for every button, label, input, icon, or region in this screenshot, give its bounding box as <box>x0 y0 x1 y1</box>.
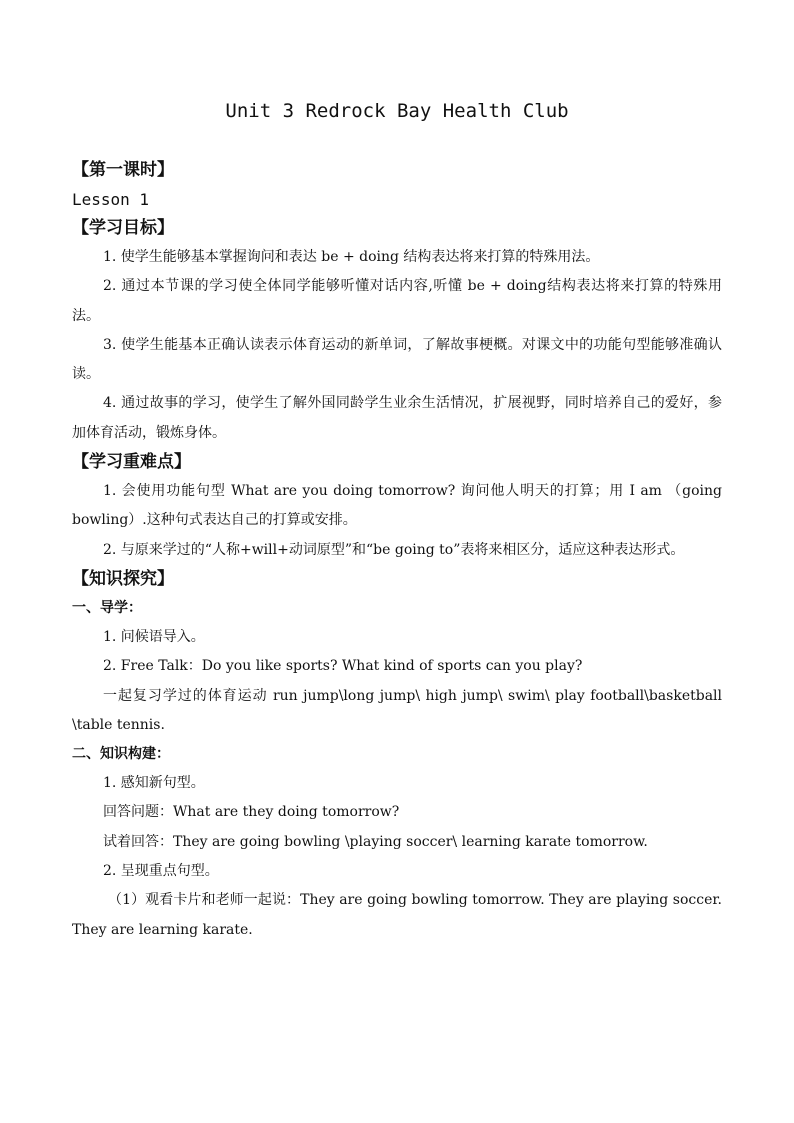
objective-item: 1. 使学生能够基本掌握询问和表达 be + doing 结构表达将来打算的特殊用法。 <box>103 249 600 265</box>
build-line: 2. 呈现重点句型。 <box>103 863 219 880</box>
section-guide-heading: 一、导学： <box>72 599 142 616</box>
build-line: 1. 感知新句型。 <box>103 775 205 792</box>
guide-line: 2. Free Talk：Do you like sports? What kind of sports can you play? <box>103 658 583 675</box>
guide-line: 1. 问候语导入。 <box>103 628 205 645</box>
exploration-heading: 【知识探究】 <box>72 568 174 589</box>
document-title: Unit 3 Redrock Bay Health Club <box>225 100 569 122</box>
document-body <box>72 156 722 945</box>
key-point-item: 2. 与原来学过的“人称+will+动词原型”和“be going to”表将来相区分，适应这种表达形式。 <box>103 541 685 558</box>
key-points-heading: 【学习重难点】 <box>72 452 191 473</box>
objective-item: 4. 通过故事的学习，使学生了解外国同龄学生业余生活情况，扩展视野，同时培养自己的爱好，参加体育活动，锻炼身体。 <box>72 395 722 441</box>
objective-item: 3. 使学生能基本正确认读表示体育运动的新单词，了解故事梗概。对课文中的功能句型能够准确认读。 <box>72 336 722 383</box>
build-line: （1）观看卡片和老师一起说：They are going bowling tomorrow. They are playing soccer. They are learning karate. <box>72 892 722 938</box>
section-build-heading: 二、知识构建： <box>72 746 170 763</box>
build-line: 回答问题：What are they doing tomorrow? <box>103 804 400 821</box>
key-point-item: 1. 会使用功能句型 What are you doing tomorrow? 询问他人明天的打算；用 I am （going bowling）.这种句式表达自己的打算或安排。 <box>72 483 722 529</box>
objective-item: 2. 通过本节课的学习使全体同学能够听懂对话内容,听懂 be + doing结构表达将来打算的特殊用法。 <box>72 278 722 324</box>
lesson-label: Lesson 1 <box>72 190 150 209</box>
objectives-heading: 【学习目标】 <box>72 218 174 238</box>
period-heading: 【第一课时】 <box>72 160 174 180</box>
guide-line: 一起复习学过的体育运动 run jump\long jump\ high jump\ swim\ play football\basketball \table tennis. <box>72 687 722 733</box>
build-line: 试着回答：They are going bowling \playing soccer\ learning karate tomorrow. <box>103 833 648 850</box>
